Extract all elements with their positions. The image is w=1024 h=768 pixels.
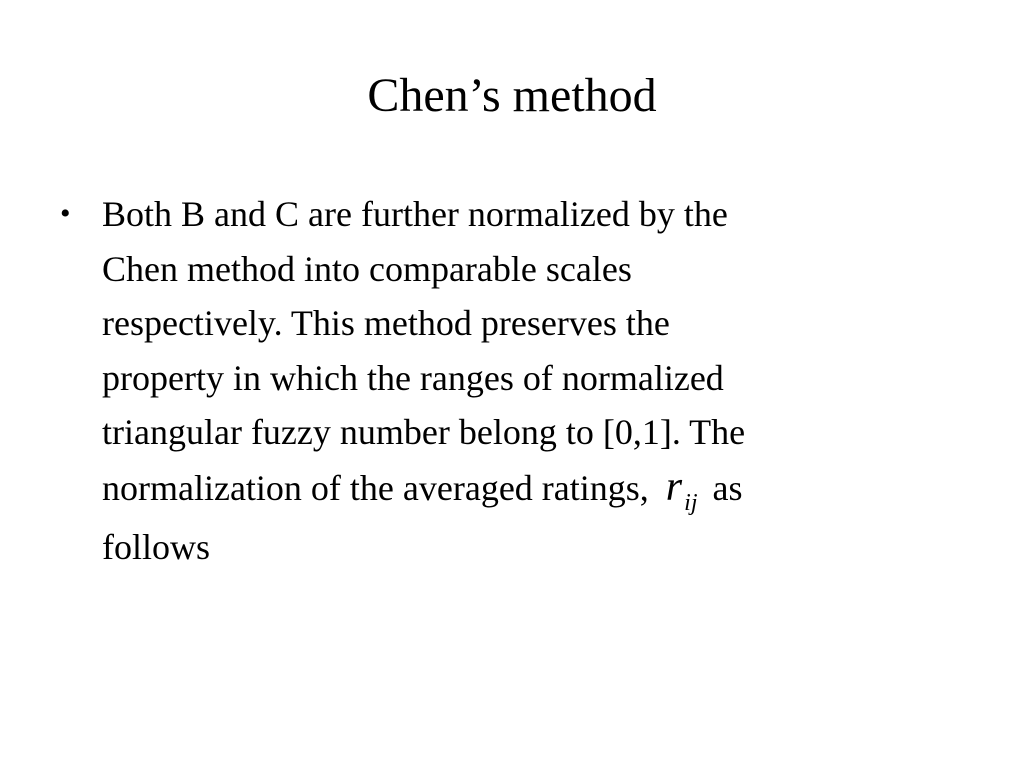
bullet-text-fragment: as	[712, 467, 743, 508]
bullet-text-line: triangular fuzzy number belong to [0,1]. The	[102, 412, 746, 452]
bullet-text-line: property in which the ranges of normalized	[102, 357, 724, 398]
bullet-list	[58, 187, 938, 575]
bullet-text-line: Chen method into comparable scales	[102, 248, 632, 289]
math-subscript: ij	[684, 489, 698, 516]
bullet-item	[58, 187, 938, 575]
math-variable-r-ij	[666, 460, 698, 521]
bullet-text-fragment: normalization of the averaged ratings,	[102, 467, 649, 508]
bullet-dot-icon: •	[60, 197, 71, 230]
bullet-text-line-with-math	[102, 460, 938, 521]
bullet-text-line: respectively. This method preserves the	[102, 303, 670, 343]
slide-title: Chen’s method	[367, 69, 657, 122]
bullet-text-line: Both B and C are further normalized by the	[102, 194, 728, 234]
math-base: r	[665, 463, 683, 510]
bullet-text-line: follows	[102, 527, 210, 567]
